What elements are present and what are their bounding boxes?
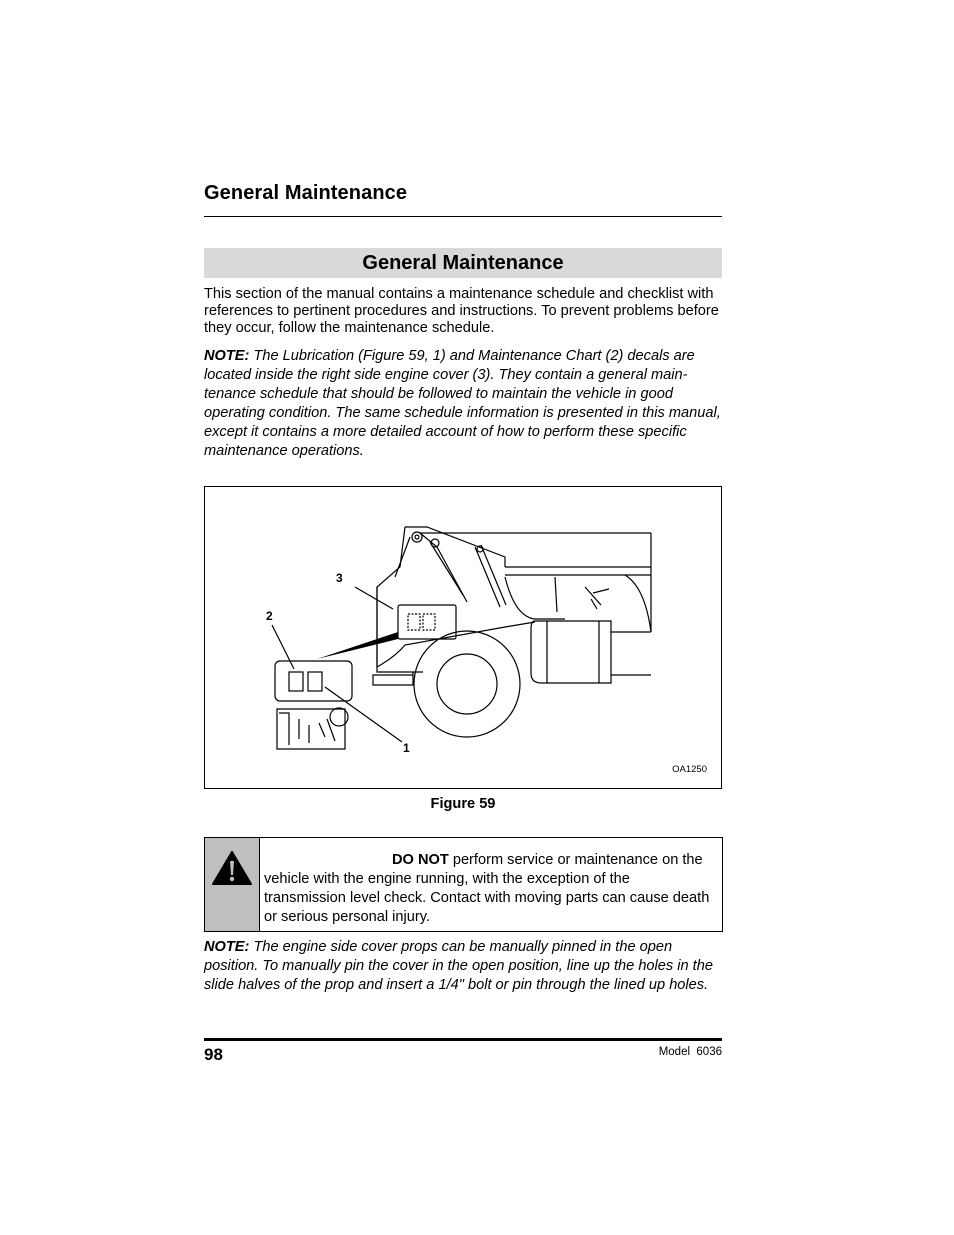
callout-3: 3: [336, 571, 343, 585]
page-number: 98: [204, 1045, 223, 1064]
footer-divider: [204, 1038, 722, 1041]
figure-caption: Figure 59: [430, 796, 496, 812]
note-cover-props: [204, 938, 724, 995]
model-label: Model 6036: [658, 1046, 722, 1058]
intro-paragraph: This section of the manual contains a maintenance schedule and checklist with references to pertinent procedures and instructions. To prevent problems before they occur, follow the maintenance schedule.: [204, 286, 719, 336]
warning-text: [264, 851, 714, 927]
figure-code: OA1250: [672, 764, 707, 775]
page-header-title: General Maintenance: [204, 182, 408, 204]
header-divider: [204, 216, 722, 217]
callout-1: 1: [403, 741, 410, 755]
note-text: The Lubrication (Figure 59, 1) and Maintenance Chart (2) decals are located inside the right side engine cover (3). They contain a general main-tenance schedule that should be followed to maintain the vehicle in good operating condition. The same schedule information is presented in this manual, except it contains a more detailed account of how to perform these specific maintenance operations.: [204, 348, 721, 459]
callout-2: 2: [266, 609, 273, 623]
note-text: The engine side cover props can be manually pinned in the open position. To manually pin the cover in the open position, line up the holes in the slide halves of the prop and insert a 1/4" bolt or pin through the lined up holes.: [204, 939, 713, 993]
note-label: NOTE:: [204, 348, 250, 364]
warning-sidebar: [205, 838, 260, 931]
note-label: NOTE:: [204, 939, 250, 955]
warning-body: perform service or maintenance on the vehicle with the engine running, with the exception of the transmission level check. Contact with moving parts can cause death or serious personal injury.: [264, 852, 710, 925]
vehicle-line-drawing: [205, 487, 721, 788]
warning-lead: DO NOT: [392, 852, 449, 868]
warning-box: [204, 837, 723, 932]
section-title: General Maintenance: [204, 248, 722, 278]
figure-59-illustration: [204, 486, 722, 789]
note-lubrication: [204, 347, 724, 461]
warning-triangle-icon: [211, 850, 253, 886]
